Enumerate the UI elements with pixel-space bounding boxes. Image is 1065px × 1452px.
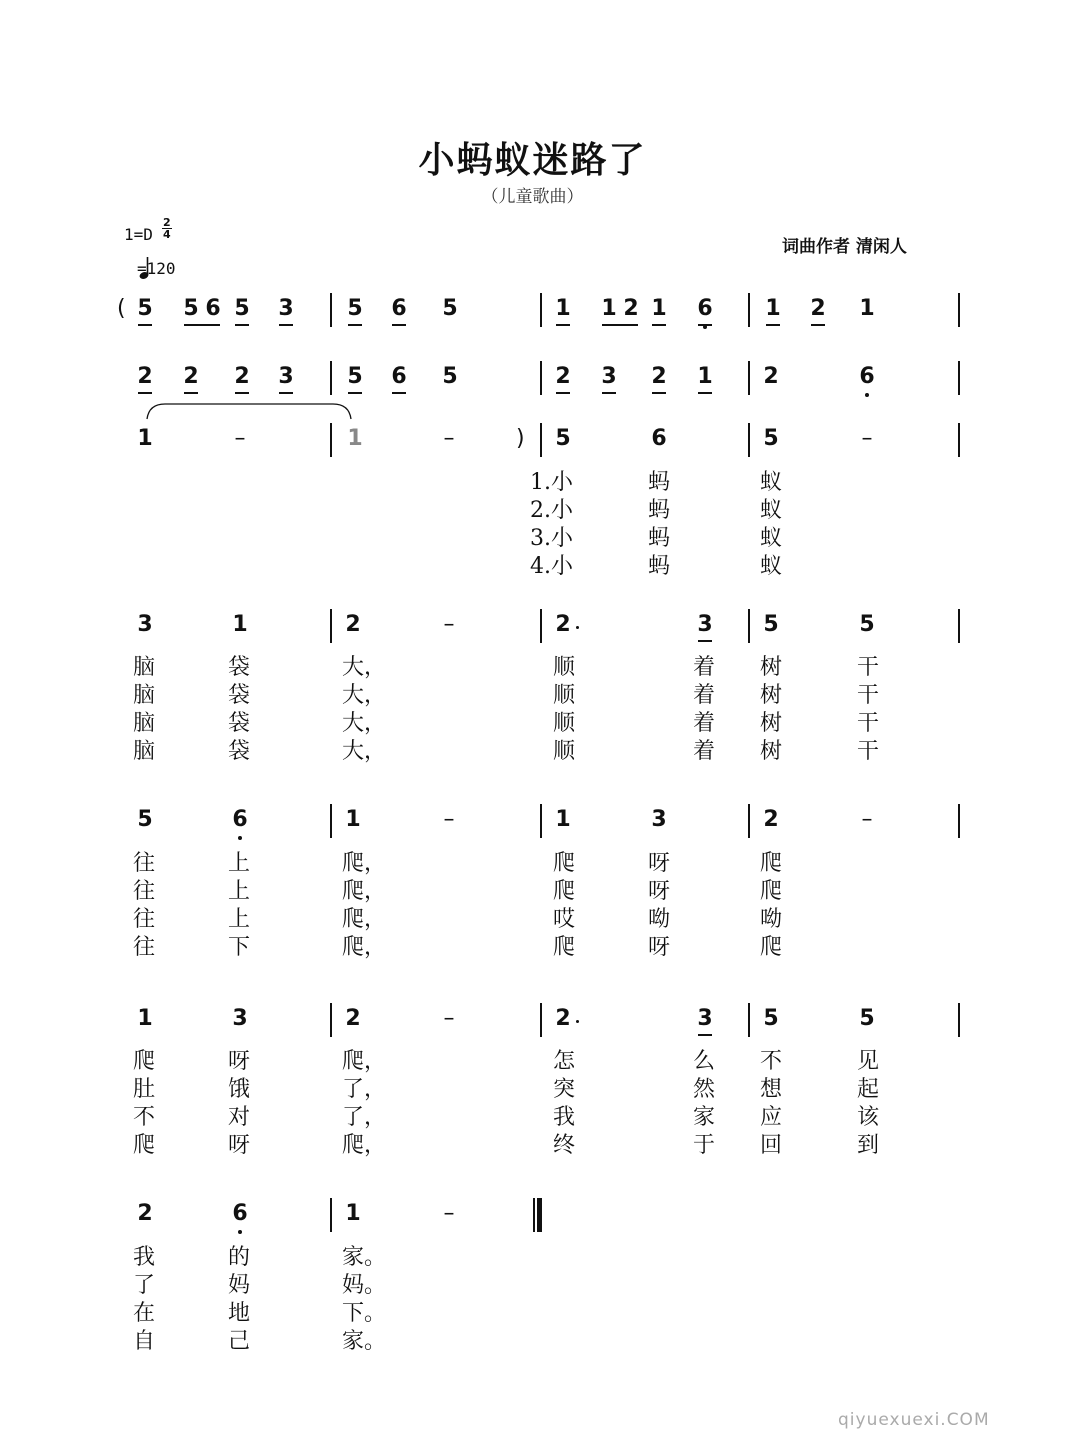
note: 1 [555,296,571,321]
lyric-syllable: 脑 [133,683,156,708]
octave-dot [865,393,869,397]
lyric-syllable: 不 [133,1105,156,1130]
lyric-syllable: 上 [228,907,251,932]
beam-underline [138,324,152,326]
lyric-syllable: 于 [693,1133,716,1158]
lyric-syllable: 肚 [133,1077,156,1102]
barline [958,423,960,457]
lyric-syllable: 大， [342,711,387,736]
lyric-syllable: 上 [228,851,251,876]
lyric-syllable: 呀 [648,879,671,904]
lyric-syllable: 脑 [133,739,156,764]
note: 6 [859,364,875,389]
lyric-syllable: 见 [857,1049,880,1074]
barline [748,423,750,457]
sustain-dash: – [443,1006,455,1031]
octave-dot [703,325,707,329]
lyric-syllable: 往 [133,935,156,960]
sustain-dash: – [861,807,873,832]
lyric-syllable: 回 [760,1133,783,1158]
lyric-syllable: 爬 [553,879,576,904]
note: 1 [601,296,617,321]
lyric-syllable: 顺 [553,683,576,708]
barline [330,1198,332,1232]
beam-underline [652,392,666,394]
barline [748,361,750,395]
lyric-syllable: 树 [760,739,783,764]
note: 2 [234,364,250,389]
lyric-syllable: 上 [228,879,251,904]
time-denominator: 4 [163,228,171,241]
note: 6 [697,296,713,321]
lyric-syllable: 爬 [760,851,783,876]
lyric-syllable: 爬， [342,907,387,932]
augmentation-dot [576,1020,579,1023]
note: 5 [347,296,363,321]
beam-underline [235,392,249,394]
lyric-syllable: 蚁 [760,498,783,523]
barline [748,1003,750,1037]
sustain-dash: – [443,426,455,451]
note: 5 [137,807,153,832]
lyric-syllable: 爬， [342,851,387,876]
note: 3 [278,296,294,321]
barline [958,804,960,838]
lyric-syllable: 我 [133,1245,156,1270]
note: 1 [137,426,153,451]
lyric-syllable: 爬 [133,1133,156,1158]
lyric-syllable: 脑 [133,711,156,736]
lyric-syllable: 了 [133,1273,156,1298]
barline [330,609,332,643]
barline [540,804,542,838]
note: 1 [859,296,875,321]
beam-underline [392,392,406,394]
beam-underline [698,640,712,642]
note: 6 [232,1201,248,1226]
augmentation-dot [576,626,579,629]
lyric-syllable: 蚂 [648,526,671,551]
composer-credit: 词曲作者 清闲人 [782,237,907,257]
note: 2 [651,364,667,389]
lyric-syllable: 呀 [648,851,671,876]
lyric-syllable: 爬， [342,879,387,904]
lyric-syllable: 的 [228,1245,251,1270]
lyric-syllable: 呦 [760,907,783,932]
note: 6 [391,364,407,389]
final-barline-thin [533,1198,535,1232]
lyric-syllable: 哎 [553,907,576,932]
barline [540,423,542,457]
key-signature: 1=D [124,225,153,244]
lyric-syllable: 树 [760,683,783,708]
sustain-dash: – [234,426,246,451]
barline [330,804,332,838]
final-barline-thick [537,1198,542,1232]
lyric-syllable: 想 [760,1077,783,1102]
note: 5 [442,296,458,321]
barline [958,1003,960,1037]
lyric-syllable: 妈 [228,1273,251,1298]
lyric-syllable: 爬， [342,1049,387,1074]
beam-underline [698,1034,712,1036]
note: 2 [763,364,779,389]
lyric-syllable: 了， [342,1105,387,1130]
lyric-syllable: 饿 [228,1077,251,1102]
lyric-syllable: 下。 [342,1301,387,1326]
note: 6 [391,296,407,321]
note: 1 [347,426,363,451]
note: 5 [347,364,363,389]
note: 2 [555,1006,571,1031]
beam-underline [602,324,638,326]
lyric-syllable: 着 [693,683,716,708]
beam-underline [138,392,152,394]
barline [958,361,960,395]
lyric-syllable: 树 [760,711,783,736]
octave-dot [238,1230,242,1234]
lyric-syllable: 爬 [553,851,576,876]
sustain-dash: – [861,426,873,451]
note: 5 [763,1006,779,1031]
beam-underline [184,392,198,394]
lyric-syllable: 下 [228,935,251,960]
lyric-syllable: 往 [133,879,156,904]
close-parenthesis: ) [516,426,525,451]
lyric-syllable: 自 [133,1329,156,1354]
lyric-syllable: 树 [760,655,783,680]
lyric-syllable: 袋 [228,683,251,708]
lyric-syllable: 不 [760,1049,783,1074]
barline [540,361,542,395]
lyric-syllable: 爬， [342,1133,387,1158]
note: 5 [763,612,779,637]
note: 2 [345,1006,361,1031]
barline [748,609,750,643]
lyric-syllable: 往 [133,907,156,932]
lyric-syllable: 家。 [342,1245,387,1270]
note: 2 [810,296,826,321]
note: 6 [205,296,221,321]
lyric-syllable: 4.小 [530,554,573,579]
lyric-syllable: 蚂 [648,498,671,523]
note: 1 [555,807,571,832]
note: 2 [555,364,571,389]
barline [330,293,332,327]
note: 6 [232,807,248,832]
note: 2 [555,612,571,637]
time-signature [162,217,172,240]
note: 2 [183,364,199,389]
lyric-syllable: 着 [693,655,716,680]
note: 1 [345,807,361,832]
lyric-syllable: 大， [342,655,387,680]
lyric-syllable: 然 [693,1077,716,1102]
lyric-syllable: 我 [553,1105,576,1130]
lyric-syllable: 怎 [553,1049,576,1074]
note: 3 [601,364,617,389]
beam-underline [279,392,293,394]
lyric-syllable: 家。 [342,1329,387,1354]
lyric-syllable: 顺 [553,711,576,736]
sustain-dash: – [443,1201,455,1226]
beam-underline [235,324,249,326]
lyric-syllable: 大， [342,683,387,708]
lyric-syllable: 干 [857,711,880,736]
lyric-syllable: 干 [857,739,880,764]
lyric-syllable: 干 [857,655,880,680]
lyric-syllable: 在 [133,1301,156,1326]
note: 3 [137,612,153,637]
lyric-syllable: 爬 [553,935,576,960]
lyric-syllable: 突 [553,1077,576,1102]
note: 3 [697,612,713,637]
note: 3 [651,807,667,832]
lyric-syllable: 妈。 [342,1273,387,1298]
beam-underline [602,392,616,394]
barline [330,423,332,457]
song-title: 小蚂蚁迷路了 [418,139,647,181]
beam-underline [652,324,666,326]
open-parenthesis: ( [117,296,126,321]
note: 1 [137,1006,153,1031]
barline [748,804,750,838]
barline [540,293,542,327]
barline [958,609,960,643]
lyric-syllable: 脑 [133,655,156,680]
note: 5 [763,426,779,451]
note: 1 [232,612,248,637]
time-numerator: 2 [163,216,171,229]
note: 5 [234,296,250,321]
lyric-syllable: 到 [857,1133,880,1158]
lyric-syllable: 蚁 [760,554,783,579]
lyric-syllable: 往 [133,851,156,876]
lyric-syllable: 爬 [760,935,783,960]
lyric-syllable: 呀 [648,935,671,960]
barline [540,609,542,643]
note: 5 [442,364,458,389]
lyric-syllable: 袋 [228,655,251,680]
sustain-dash: – [443,612,455,637]
note: 5 [183,296,199,321]
lyric-syllable: 大， [342,739,387,764]
lyric-syllable: 地 [228,1301,251,1326]
note: 3 [278,364,294,389]
lyric-syllable: 爬 [760,879,783,904]
beam-underline [556,324,570,326]
lyric-syllable: 蚁 [760,470,783,495]
lyric-syllable: 蚁 [760,526,783,551]
lyric-syllable: 顺 [553,739,576,764]
lyric-syllable: 己 [228,1329,251,1354]
lyric-syllable: 袋 [228,739,251,764]
lyric-syllable: 着 [693,711,716,736]
lyric-syllable: 着 [693,739,716,764]
lyric-syllable: 蚂 [648,554,671,579]
note: 1 [651,296,667,321]
lyric-syllable: 蚂 [648,470,671,495]
barline [748,293,750,327]
lyric-syllable: 么 [693,1049,716,1074]
lyric-syllable: 袋 [228,711,251,736]
beam-underline [348,392,362,394]
lyric-syllable: 1.小 [530,470,573,495]
beam-underline [392,324,406,326]
note: 2 [137,364,153,389]
note: 1 [697,364,713,389]
note: 3 [232,1006,248,1031]
watermark: qiyuexuexi.COM [838,1410,990,1430]
barline [958,293,960,327]
barline [330,1003,332,1037]
song-subtitle: （儿童歌曲） [481,187,584,207]
note: 3 [697,1006,713,1031]
note: 5 [859,612,875,637]
tempo-marking: =120 [137,259,176,278]
beam-underline [766,324,780,326]
note: 1 [345,1201,361,1226]
barline [330,361,332,395]
lyric-syllable: 呀 [228,1133,251,1158]
lyric-syllable: 2.小 [530,498,573,523]
lyric-syllable: 家 [693,1105,716,1130]
note: 2 [137,1201,153,1226]
beam-underline [184,324,220,326]
lyric-syllable: 起 [857,1077,880,1102]
lyric-syllable: 应 [760,1105,783,1130]
barline [540,1003,542,1037]
note: 2 [623,296,639,321]
beam-underline [348,324,362,326]
sustain-dash: – [443,807,455,832]
lyric-syllable: 呀 [228,1049,251,1074]
beam-underline [811,324,825,326]
lyric-syllable: 爬 [133,1049,156,1074]
beam-underline [279,324,293,326]
note: 2 [763,807,779,832]
lyric-syllable: 3.小 [530,526,573,551]
note: 6 [651,426,667,451]
note: 5 [555,426,571,451]
lyric-syllable: 呦 [648,907,671,932]
lyric-syllable: 爬， [342,935,387,960]
note: 1 [765,296,781,321]
lyric-syllable: 终 [553,1133,576,1158]
lyric-syllable: 该 [857,1105,880,1130]
lyric-syllable: 对 [228,1105,251,1130]
note: 5 [137,296,153,321]
tie-arc [145,402,353,420]
beam-underline [556,392,570,394]
lyric-syllable: 了， [342,1077,387,1102]
lyric-syllable: 干 [857,683,880,708]
note: 5 [859,1006,875,1031]
note: 2 [345,612,361,637]
beam-underline [698,392,712,394]
octave-dot [238,836,242,840]
lyric-syllable: 顺 [553,655,576,680]
